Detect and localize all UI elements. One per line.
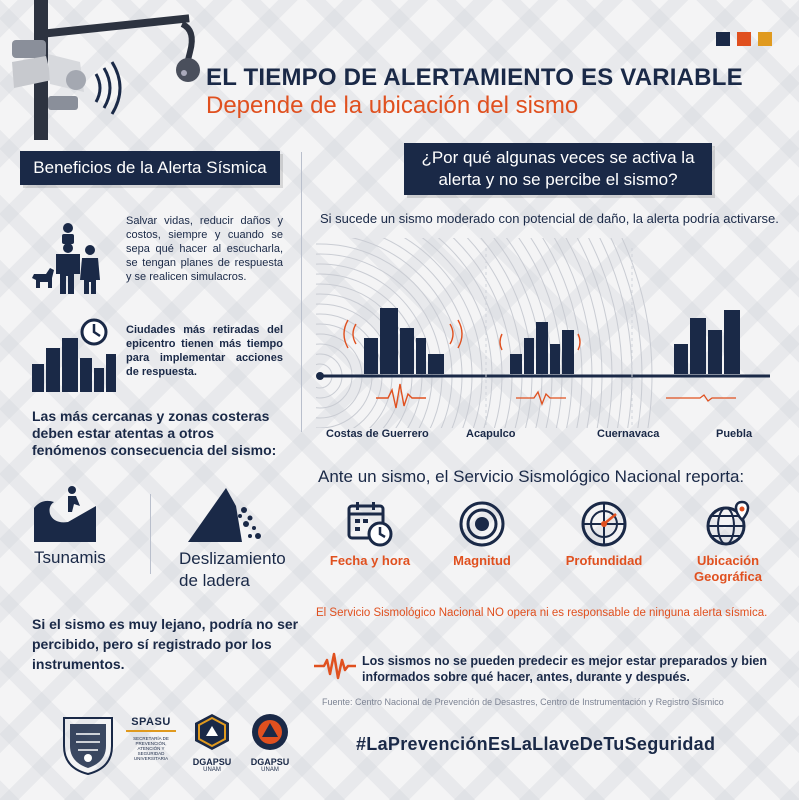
column-divider [301,152,302,432]
landslide-label: Deslizamiento de ladera [179,549,286,590]
unam-crest-logo [60,712,116,776]
prediction-text: Los sismos no se pueden predecir es mejor estar preparados y bien informados sobre qué hacer, antes, durante y después. [362,654,768,684]
hashtag: #LaPrevenciónEsLaLlaveDeTuSeguridad [356,734,716,754]
landslide-icon [186,486,268,544]
benefit-text-2: Ciudades más retiradas del epicentro tienen más tiempo para implementar acciones de respuesta. [126,324,283,378]
dgapsu-logo-2 [244,712,296,774]
report-label-depth: Profundidad [565,553,643,568]
accent-square-navy [716,32,730,46]
benefits-badge: Beneficios de la Alerta Sísmica [20,151,280,185]
spasu-caption: SECRETARÍA DE PREVENCIÓN, ATENCIÓN Y SEGURIDAD UNIVERSITARIA [133,736,169,761]
report-label-magnitude: Magnitud [453,553,511,568]
distant-quake-text: Si el sismo es muy lejano, podría no ser percibido, pero sí registrado por los instrumentos. [32,616,299,672]
magnitude-icon [458,500,506,548]
calendar-clock-icon [346,500,394,548]
civil-protection-icon [250,712,290,752]
spasu-logo [126,716,176,761]
report-heading: Ante un sismo, el Servicio Sismológico Nacional reporta: [318,467,745,486]
city-label-guerrero: Costas de Guerrero [326,428,429,440]
city-label-puebla: Puebla [716,428,753,440]
report-label-location: Ubicación Geográfica [694,553,762,584]
why-badge: ¿Por qué algunas veces se activa la alerta y no se percibe el sismo? [404,143,712,195]
disclaimer-text: El Servicio Sismológico Nacional NO opera ni es responsable de ninguna alerta sísmica. [316,607,768,619]
city-label-acapulco: Acapulco [466,428,516,440]
accent-square-orange [737,32,751,46]
unam-text-2: UNAM [261,767,279,773]
coastal-warning-text: Las más cercanas y zonas costeras deben estar atentas a otros fenómenos consecuencia del sismo: [32,408,277,458]
alert-speaker-pole-icon [0,0,200,145]
unam-text-1: UNAM [203,767,221,773]
tsunami-label: Tsunamis [34,548,106,567]
source-text: Fuente: Centro Nacional de Prevención de Desastres, Centro de Instrumentación y Registro Sísmico [322,697,724,707]
benefit-text-1: Salvar vidas, reducir daños y costos, siempre y cuando se sepa qué hacer al escucharla, se tengan planes de respuesta y se realicen simulacros. [126,215,283,283]
family-icon [30,222,108,297]
hazard-divider [150,494,151,574]
seismograph-icon [314,652,356,680]
dgapsu-text-2: DGAPSU [250,757,290,767]
dgapsu-logo-1 [186,712,238,774]
main-subtitle: Depende de la ubicación del sismo [206,92,579,119]
dgapsu-text-1: DGAPSU [192,757,232,767]
dgapsu-hexagon-icon [192,712,232,752]
report-label-date: Fecha y hora [329,553,411,568]
spasu-logo-text: SPASU [126,716,176,732]
main-title: EL TIEMPO DE ALERTAMIENTO ES VARIABLE [206,64,743,91]
geo-location-icon [704,500,752,548]
depth-globe-icon [580,500,628,548]
accent-square-gold [758,32,772,46]
city-label-cuernavaca: Cuernavaca [597,428,660,440]
city-clock-icon [30,318,118,393]
moderate-quake-text: Si sucede un sismo moderado con potencial de daño, la alerta podría activarse. [320,211,779,226]
tsunami-icon [32,484,98,544]
seismic-wave-diagram [316,238,776,428]
